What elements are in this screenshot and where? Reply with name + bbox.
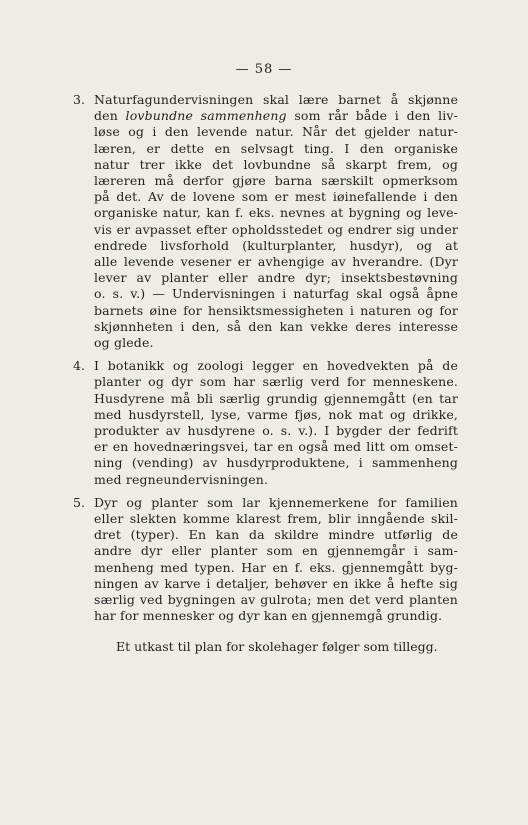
text-line: Naturfagundervisningen skal lære barnet å skjønne	[94, 92, 458, 107]
text-line: I botanikk og zoologi legger en hovedvekten på de	[94, 358, 458, 374]
text-line: er en hovednæringsvei, tar en også med litt om omset-	[94, 439, 458, 455]
text-line: andre dyr eller planter som en gjennemgår i sam-	[94, 543, 458, 559]
text-line: produkter av husdyrene o. s. v.). I bygder der fedrift	[94, 423, 458, 439]
page-number: — 58 —	[235, 62, 293, 77]
text-line: eller slekten komme klarest frem, blir inngående skil-	[94, 511, 458, 527]
text-line	[94, 108, 458, 124]
text-line: skjønnheten i den, så den kan vekke deres interesse	[94, 318, 458, 334]
text-line: læreren må derfor gjøre barna særskilt opmerksom	[94, 173, 458, 189]
item-number: 4.	[73, 358, 85, 374]
text-line: planter og dyr som har særlig verd for menneskene.	[94, 374, 458, 390]
text-line: med regneundervisningen.	[94, 471, 269, 487]
text-fragment: den	[94, 108, 126, 124]
text-line: har for mennesker og dyr kan en gjennemgå grundig.	[94, 608, 443, 624]
text-line: dret (typer). En kan da skildre mindre utførlig de	[94, 527, 458, 543]
text-fragment: som rår både i den liv-	[286, 108, 459, 124]
text-line: menheng med typen. Har en f. eks. gjennemgått byg-	[94, 559, 458, 575]
text-line: organiske natur, kan f. eks. nevnes at bygning og leve-	[94, 205, 458, 221]
body-text	[62, 92, 458, 655]
item-number: 3.	[73, 92, 85, 107]
text-line: særlig ved bygningen av gulrota; men det verd planten	[94, 592, 458, 608]
text-line: natur trer ikke det lovbundne så skarpt frem, og	[94, 156, 458, 172]
text-line: ning (vending) av husdyrproduktene, i sammenheng	[94, 455, 458, 471]
text-line: lever av planter eller andre dyr; insektsbestøvning	[94, 270, 458, 286]
text-line: endrede livsforhold (kulturplanter, husdyr), og at	[94, 237, 458, 253]
text-line: med husdyrstell, lyse, varme fjøs, nok mat og drikke,	[94, 406, 458, 422]
item-number: 5.	[73, 494, 85, 510]
closing-paragraph: Et utkast til plan for skolehager følger som tillegg.	[116, 638, 438, 654]
text-line: o. s. v.) — Undervisningen i naturfag skal også åpne	[94, 286, 458, 302]
emphasized-text: lovbundne sammenheng	[125, 108, 287, 124]
text-line: Husdyrene må bli særlig grundig gjennemgått (en tar	[94, 390, 458, 406]
list-item-5	[62, 495, 458, 625]
text-line: ningen av karve i detaljer, behøver en ikke å hefte sig	[94, 575, 458, 591]
text-line: og glede.	[94, 335, 154, 351]
list-item-3	[62, 92, 458, 351]
text-line: løse og i den levende natur. Når det gjelder natur-	[94, 124, 458, 140]
text-line: barnets øine for hensiktsmessigheten i naturen og for	[94, 302, 458, 318]
text-line: alle levende vesener er avhengige av hverandre. (Dyr	[94, 254, 458, 270]
text-line: vis er avpasset efter opholdsstedet og endrer sig under	[94, 221, 458, 237]
text-line: Dyr og planter som lar kjennemerkene for familien	[94, 494, 458, 510]
list-item-4	[62, 358, 458, 488]
text-line: læren, er dette en selvsagt ting. I den organiske	[94, 140, 458, 156]
text-line: på det. Av de lovene som er mest iøinefallende i den	[94, 189, 458, 205]
